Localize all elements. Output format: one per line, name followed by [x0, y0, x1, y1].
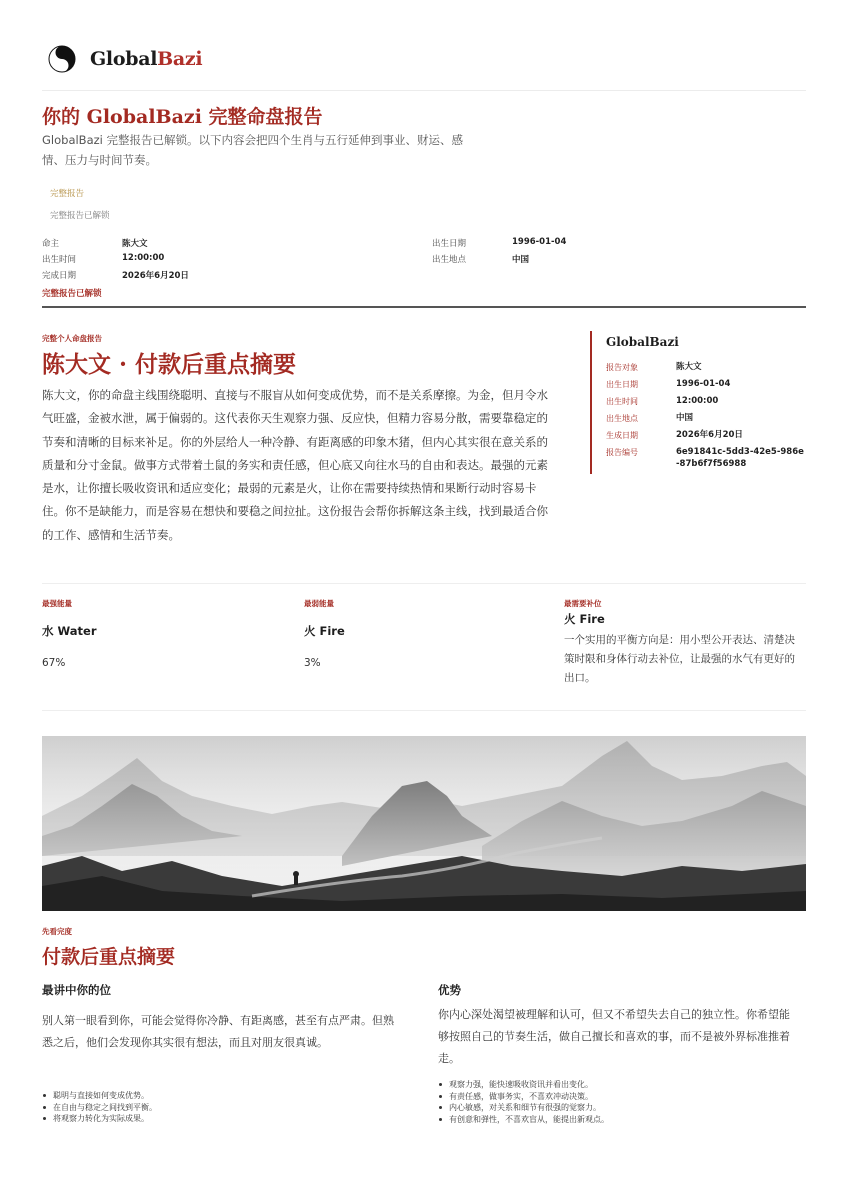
list-item: 在自由与稳定之间找到平衡。 — [42, 1102, 157, 1114]
summary-body: 陈大文，你的命盘主线围绕聪明、直接与不服盲从如何变成优势，而不是关系摩擦。为金，但月令水气旺盛，金被水泄，属于偏弱的。这代表你天生观察力强、反应快，但精力容易分散，需要靠稳定的节奏和清晰的目标来补足。你的外层给人一种冷静、有距离感的印象木猪，但内心其实很在意关系的质量和分寸金鼠。做事方式带着土鼠的务实和责任感，但心底又向往水马的自由和表达。最强的元素是水，让你擅长吸收资讯和适应变化；最弱的元素是火，让你在需要持续热情和果断行动时容易卡住。你不是缺能力，而是容易在想快和要稳之间拉扯。这份报告会帮你拆解这条主线，找到最适合你的工作、感情和生活节奏。 — [42, 388, 548, 542]
yin-yang-icon — [47, 44, 77, 74]
list-item: 内心敏感，对关系和细节有很强的觉察力。 — [438, 1102, 609, 1114]
intro-text: GlobalBazi 完整报告已解锁。以下内容会把四个生肖与五行延伸到事业、财运、感情、压力与时间节奏。 — [42, 133, 464, 167]
strongest-label: 最强能量 — [42, 599, 72, 608]
left-column-text: 别人第一眼看到你，可能会觉得你冷静、有距离感，甚至有点严肃。但熟悉之后，他们会发现你其实很有想法，而且对朋友很真诚。 — [42, 1014, 394, 1049]
card-label: 出生时间 — [606, 397, 638, 406]
list-item: 有责任感，做事务实，不喜欢冲动决策。 — [438, 1091, 609, 1103]
birth-place-value: 中国 — [512, 255, 530, 265]
page-title: 你的 GlobalBazi 完整命盘报告 — [42, 106, 323, 128]
list-item: 有创意和弹性，不喜欢盲从，能提出新观点。 — [438, 1114, 609, 1126]
birth-date-value: 1996-01-04 — [512, 237, 567, 247]
summary-kicker: 完整个人命盘报告 — [42, 334, 102, 343]
owner-label: 命主 — [42, 239, 60, 249]
list-item: 观察力强，能快速吸收资讯并看出变化。 — [438, 1079, 609, 1091]
card-label: 出生日期 — [606, 380, 638, 389]
card-label: 报告编号 — [606, 448, 638, 457]
needed-label: 最需要补位 — [564, 599, 602, 608]
card-value: 2026年6月20日 — [676, 430, 743, 440]
card-value: 1996-01-04 — [676, 379, 731, 389]
list-item: 聪明与直接如何变成优势。 — [42, 1090, 157, 1102]
owner-value: 陈大文 — [122, 239, 148, 249]
left-column-title: 最讲中你的位 — [42, 983, 111, 997]
unlocked-note: 完整报告已解锁 — [42, 289, 102, 299]
birth-date-label: 出生日期 — [432, 239, 467, 249]
card-label: 出生地点 — [606, 414, 638, 423]
summary-title: 陈大文 · 付款后重点摘要 — [42, 351, 297, 378]
weakest-label: 最弱能量 — [304, 599, 334, 608]
weakest-element: 火 Fire — [304, 624, 345, 638]
birth-place-label: 出生地点 — [432, 255, 467, 265]
right-bullet-list — [438, 1079, 609, 1125]
section-divider — [42, 306, 806, 308]
left-bullet-list — [42, 1090, 157, 1125]
right-column-text: 你内心深处渴望被理解和认可，但又不希望失去自己的独立性。你希望能够按照自己的节奏生活，做自己擅长和喜欢的事，而不是被外界标准推着走。 — [438, 1008, 790, 1065]
card-value: 中国 — [676, 413, 694, 423]
card-value: 6e91841c-5dd3-42e5-986e-87b6f7f56988 — [676, 447, 804, 469]
weakest-percent: 3% — [304, 657, 321, 669]
section2-kicker: 先看完度 — [42, 927, 72, 936]
section2-title: 付款后重点摘要 — [42, 946, 176, 968]
right-column-title: 优势 — [438, 983, 461, 997]
birth-time-value: 12:00:00 — [122, 253, 165, 263]
landscape-painting-banner — [42, 736, 806, 911]
card-title: GlobalBazi — [606, 335, 679, 349]
done-date-label: 完成日期 — [42, 271, 77, 281]
card-label: 生成日期 — [606, 431, 638, 440]
card-value: 12:00:00 — [676, 396, 719, 406]
divider — [42, 90, 806, 91]
divider — [42, 583, 806, 584]
report-info-card — [590, 331, 806, 474]
card-label: 报告对象 — [606, 363, 638, 372]
brand-logo-text: GlobalBazi — [90, 48, 203, 70]
divider — [42, 710, 806, 711]
list-item: 将观察力转化为实际成果。 — [42, 1113, 157, 1125]
strongest-percent: 67% — [42, 657, 66, 669]
unlocked-tag: 完整报告已解锁 — [50, 211, 110, 221]
card-value: 陈大文 — [676, 362, 702, 372]
birth-time-label: 出生时间 — [42, 255, 77, 265]
full-report-tag: 完整报告 — [50, 189, 85, 199]
needed-description: 一个实用的平衡方向是：用小型公开表达、清楚决策时限和身体行动去补位，让最强的水气有更好的出口。 — [564, 634, 795, 684]
strongest-element: 水 Water — [42, 624, 97, 638]
done-date-value: 2026年6月20日 — [122, 271, 189, 281]
needed-element: 火 Fire — [564, 612, 605, 626]
